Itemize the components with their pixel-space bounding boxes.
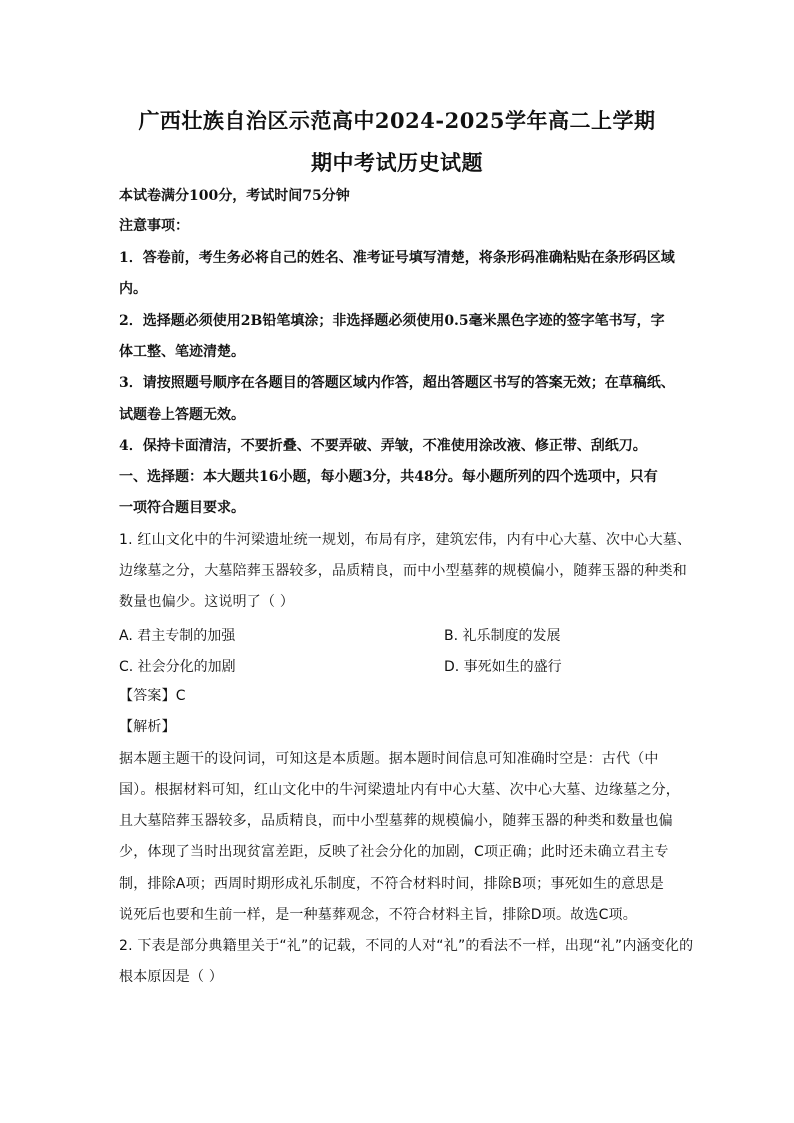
exam-title-line2: 期中考试历史试题 — [311, 150, 483, 175]
q2-stem-line2: 根本原因是（ ） — [119, 969, 224, 985]
exam-title-line1: 广西壮族自治区示范高中2024-2025学年高二上学期 — [138, 108, 656, 133]
exam-info: 本试卷满分100分，考试时间75分钟 — [119, 188, 350, 204]
q1-answer: 【答案】C — [119, 688, 186, 704]
notice-2-line2: 体工整、笔迹清楚。 — [119, 344, 245, 360]
q1-analysis-line3: 且大墓陪葬玉器较多，品质精良，而中小型墓葬的规模偏小，随葬玉器的种类和数量也偏 — [119, 813, 673, 829]
q1-option-c: C. 社会分化的加剧 — [119, 659, 236, 675]
notice-3-line2: 试题卷上答题无效。 — [119, 407, 245, 423]
q1-analysis-line4: 少，体现了当时出现贫富差距，反映了社会分化的加剧，C项正确；此时还未确立君主专 — [119, 844, 669, 860]
notice-1-line2: 内。 — [119, 281, 147, 297]
q2-stem-line1: 2. 下表是部分典籍里关于“礼”的记载，不同的人对“礼”的看法不一样，出现“礼”内涵变化的 — [119, 938, 694, 954]
q1-analysis-line6: 说死后也要和生前一样，是一种墓葬观念，不符合材料主旨，排除D项。故选C项。 — [119, 907, 637, 923]
section-heading-line2: 一项符合题目要求。 — [119, 500, 245, 516]
q1-stem-line2: 边缘墓之分，大墓陪葬玉器较多，品质精良，而中小型墓葬的规模偏小，随葬玉器的种类和 — [119, 563, 687, 579]
q1-stem-line3: 数量也偏少。这说明了（ ） — [119, 594, 295, 610]
q1-analysis-line5: 制，排除A项；西周时期形成礼乐制度，不符合材料时间，排除B项；事死如生的意思是 — [119, 876, 664, 892]
notice-4: 4．保持卡面清洁，不要折叠、不要弄破、弄皱，不准使用涂改液、修正带、刮纸刀。 — [119, 438, 647, 454]
q1-option-a: A. 君主专制的加强 — [119, 628, 236, 644]
q1-analysis-heading: 【解析】 — [119, 719, 176, 735]
q1-stem-line1: 1. 红山文化中的牛河梁遗址统一规划，布局有序，建筑宏伟，内有中心大墓、次中心大墓、 — [119, 532, 692, 548]
q1-option-d: D. 事死如生的盛行 — [444, 659, 562, 675]
notice-3-line1: 3．请按照题号顺序在各题目的答题区域内作答，超出答题区书写的答案无效；在草稿纸、 — [119, 375, 675, 391]
notice-2-line1: 2．选择题必须使用2B铅笔填涂；非选择题必须使用0.5毫米黑色字迹的签字笔书写，字 — [119, 313, 665, 329]
q1-option-b: B. 礼乐制度的发展 — [444, 628, 561, 644]
q1-analysis-line2: 国）。根据材料可知，红山文化中的牛河梁遗址内有中心大墓、次中心大墓、边缘墓之分， — [119, 782, 680, 798]
section-heading-line1: 一、选择题：本大题共16小题，每小题3分，共48分。每小题所列的四个选项中，只有 — [119, 469, 658, 485]
q1-analysis-line1: 据本题主题干的设问词，可知这是本质题。据本题时间信息可知准确时空是：古代（中 — [119, 751, 659, 767]
notice-heading: 注意事项： — [119, 218, 189, 234]
notice-1-line1: 1．答卷前，考生务必将自己的姓名、准考证号填写清楚，将条形码准确粘贴在条形码区域 — [119, 250, 675, 266]
